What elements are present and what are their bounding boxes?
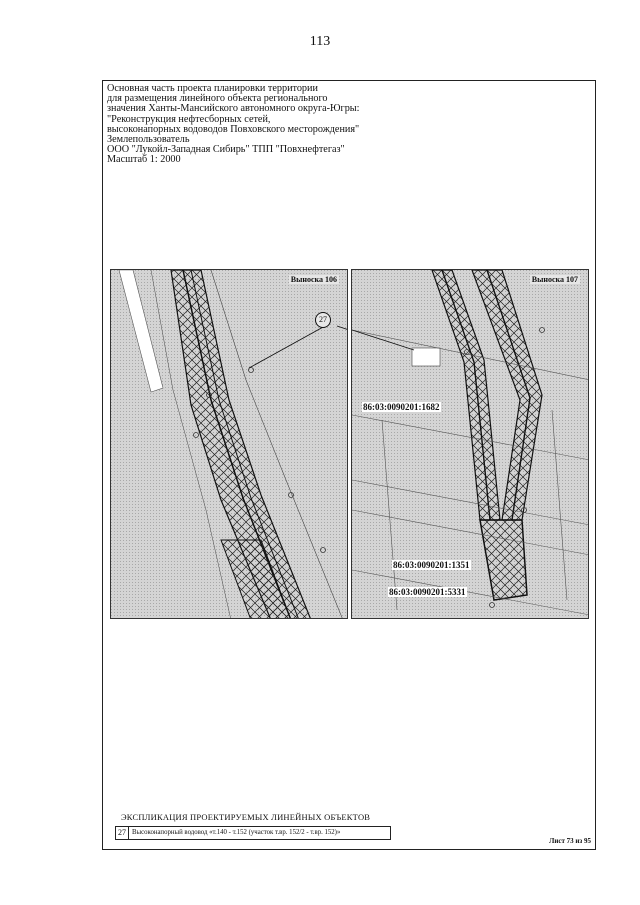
title-line: Землепользователь [107, 134, 190, 146]
title-block [107, 84, 567, 166]
callout-107-label: Выноска 107 [531, 275, 578, 284]
page-number: 113 [309, 34, 331, 49]
title-line: высоконапорных водоводов Повховского месторождения" [107, 123, 360, 135]
title-line: значения Ханты-Мансийского автономного округа-Югры: [107, 103, 360, 115]
parcel-label: 86:03:0090201:5331 [389, 587, 466, 597]
title-line: "Реконструкция нефтесборных сетей, [107, 113, 271, 125]
legend-table [115, 826, 391, 840]
drawing-frame [102, 80, 596, 850]
map-graphic-106 [111, 270, 348, 619]
map-panel-106 [110, 269, 348, 619]
title-line: ООО "Лукойл-Западная Сибирь" ТПП "Повхнефтегаз" [107, 144, 345, 156]
title-line: Масштаб 1: 2000 [107, 154, 181, 166]
legend-row-number: 27 [116, 827, 129, 839]
callout-marker: 27 [315, 312, 331, 328]
legend-title: ЭКСПЛИКАЦИЯ ПРОЕКТИРУЕМЫХ ЛИНЕЙНЫХ ОБЪЕКТОВ [121, 812, 371, 822]
map-graphic-107 [352, 270, 589, 619]
title-line: для размещения линейного объекта регионального [107, 93, 328, 105]
parcel-label: 86:03:0090201:1351 [393, 560, 470, 570]
parcel-label: 86:03:0090201:1682 [363, 402, 440, 412]
map-panel-107 [351, 269, 589, 619]
sheet-number: Лист 73 из 95 [549, 837, 591, 845]
callout-106-label: Выноска 106 [290, 275, 337, 284]
legend-row-description: Высоконапорный водовод «т.140 - т.152 (участок т.вр. 152/2 - т.вр. 152)» [132, 829, 341, 836]
title-line: Основная часть проекта планировки территории [107, 83, 318, 94]
